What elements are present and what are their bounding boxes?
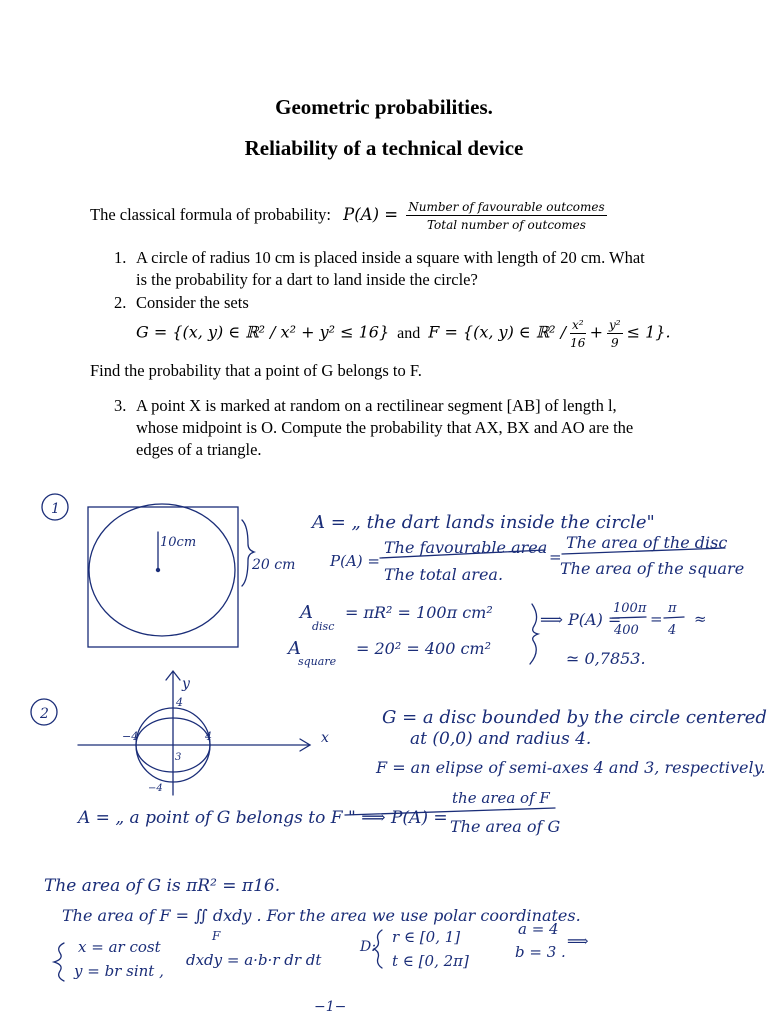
- tick-4-top: 4: [176, 696, 183, 709]
- formula-lhs: P(A) =: [343, 204, 399, 224]
- square-sketch: [88, 507, 238, 647]
- sol2-event: A = „ a point of G belongs to F " ⟹ P(A) =: [78, 808, 448, 828]
- set-f-plus: +: [589, 322, 604, 342]
- sol2-frac-den: The area of G: [450, 817, 561, 836]
- x-axis-label: x: [321, 730, 329, 746]
- tick-3: 3: [175, 752, 182, 763]
- sol1-marker: 1: [51, 501, 60, 517]
- jacobian: dxdy = a·b·r dr dt: [186, 951, 322, 969]
- tick-minus-4-bottom: −4: [148, 783, 163, 794]
- radius-label: 10cm: [160, 535, 197, 550]
- area-of-f: The area of F = ∬ dxdy . For the area we use polar coordinates.: [62, 906, 581, 925]
- problem-3-number: 3.: [114, 396, 127, 415]
- sol1-result-bar-2: [664, 617, 684, 618]
- sol1-result-num: 100π: [613, 601, 647, 616]
- sol1-frac2-num: The area of the disc: [566, 533, 728, 552]
- sol1-frac2-den: The area of the square: [560, 559, 745, 578]
- a-square: A: [288, 638, 301, 659]
- sol2-frac-num: the area of F: [452, 789, 550, 807]
- a-square-sub: square: [298, 655, 337, 668]
- sol1-event: A = „ the dart lands inside the circle": [312, 512, 655, 533]
- sol1-pa: P(A) =: [330, 552, 380, 570]
- problem-1-line-2: is the probability for a dart to land inside the circle?: [136, 270, 478, 289]
- b-value: b = 3 .: [515, 943, 566, 961]
- domain-r: r ∈ [0, 1]: [392, 928, 461, 946]
- set-f-suffix: ≤ 1}.: [626, 322, 671, 342]
- sol1-result-den: 400: [614, 623, 639, 638]
- problem-1-line-1: A circle of radius 10 cm is placed inside a square with length of 20 cm. What: [136, 248, 645, 267]
- set-f-prefix: F = {(x, y) ∈ ℝ² /: [428, 322, 567, 342]
- sol1-result-eq: =: [650, 610, 663, 628]
- set-f-frac-2-den: 9: [610, 336, 619, 350]
- set-f-frac-2-num: y²: [609, 318, 621, 332]
- inscribed-circle-sketch: [89, 504, 235, 636]
- problem-2-number: 2.: [114, 293, 127, 312]
- area-of-g: The area of G is πR² = π16.: [44, 876, 281, 896]
- area-of-f-sub: F: [212, 929, 221, 943]
- param-x: x = ar cost: [78, 938, 161, 956]
- formula-label: The classical formula of probability:: [90, 204, 332, 224]
- a-disc-sub: disc: [312, 620, 335, 633]
- sol1-result2-den: 4: [668, 623, 677, 638]
- page-number: −1−: [314, 999, 347, 1015]
- title-line-2: Reliability of a technical device: [244, 136, 524, 160]
- sol1-frac1-num: The favourable area: [384, 538, 548, 557]
- param-brace: [54, 943, 64, 981]
- tick-4-right: 4: [205, 730, 212, 743]
- problem-2-find: Find the probability that a point of G belongs to F.: [90, 361, 422, 380]
- side-brace: [242, 520, 254, 586]
- title-line-1: Geometric probabilities.: [275, 95, 493, 119]
- circle-center-dot: [156, 568, 160, 572]
- set-f-frac-1-num: x²: [572, 318, 584, 332]
- tick-minus-4-left: −4: [122, 730, 139, 743]
- a-disc-value: = πR² = 100π cm²: [345, 603, 493, 622]
- problem-3-line-2: whose midpoint is O. Compute the probability that AX, BX and AO are the: [136, 418, 634, 437]
- domain-label: D:: [360, 939, 376, 955]
- sol1-result2-num: π: [668, 601, 677, 616]
- sol2-marker: 2: [40, 706, 49, 722]
- side-label: 20 cm: [252, 557, 296, 573]
- sol1-eq: =: [549, 548, 562, 566]
- domain-t: t ∈ [0, 2π]: [392, 952, 469, 970]
- a-square-value: = 20² = 400 cm²: [356, 639, 492, 658]
- sol2-g-line-1: G = a disc bounded by the circle centered: [382, 707, 767, 728]
- problem-1-number: 1.: [114, 248, 127, 267]
- formula-denominator: Total number of outcomes: [426, 218, 586, 232]
- sol2-f-line: F = an elipse of semi-axes 4 and 3, respectively.: [376, 758, 766, 777]
- sol1-frac1-den: The total area.: [384, 565, 504, 584]
- sol1-result: ⟹ P(A) =: [540, 610, 622, 629]
- param-y: y = br sint ,: [74, 962, 164, 980]
- sol1-approx: ≃ 0,7853.: [566, 649, 646, 668]
- a-disc: A: [300, 602, 313, 623]
- y-axis-label: y: [182, 676, 190, 692]
- conclusion-arrow: ⟹: [567, 932, 589, 950]
- set-and: and: [397, 324, 421, 342]
- set-g: G = {(x, y) ∈ ℝ² / x² + y² ≤ 16}: [136, 322, 390, 342]
- a-value: a = 4: [518, 920, 559, 938]
- sol1-brace: [530, 604, 538, 664]
- problem-3-line-3: edges of a triangle.: [136, 440, 262, 459]
- problem-2-line-1: Consider the sets: [136, 293, 249, 312]
- sol2-g-line-2: at (0,0) and radius 4.: [410, 729, 592, 749]
- problem-3-line-1: A point X is marked at random on a rectilinear segment [AB] of length l,: [136, 396, 617, 415]
- set-f-frac-1-den: 16: [570, 336, 586, 350]
- formula-numerator: Number of favourable outcomes: [408, 200, 605, 214]
- sol1-approx-sign: ≈: [694, 610, 707, 628]
